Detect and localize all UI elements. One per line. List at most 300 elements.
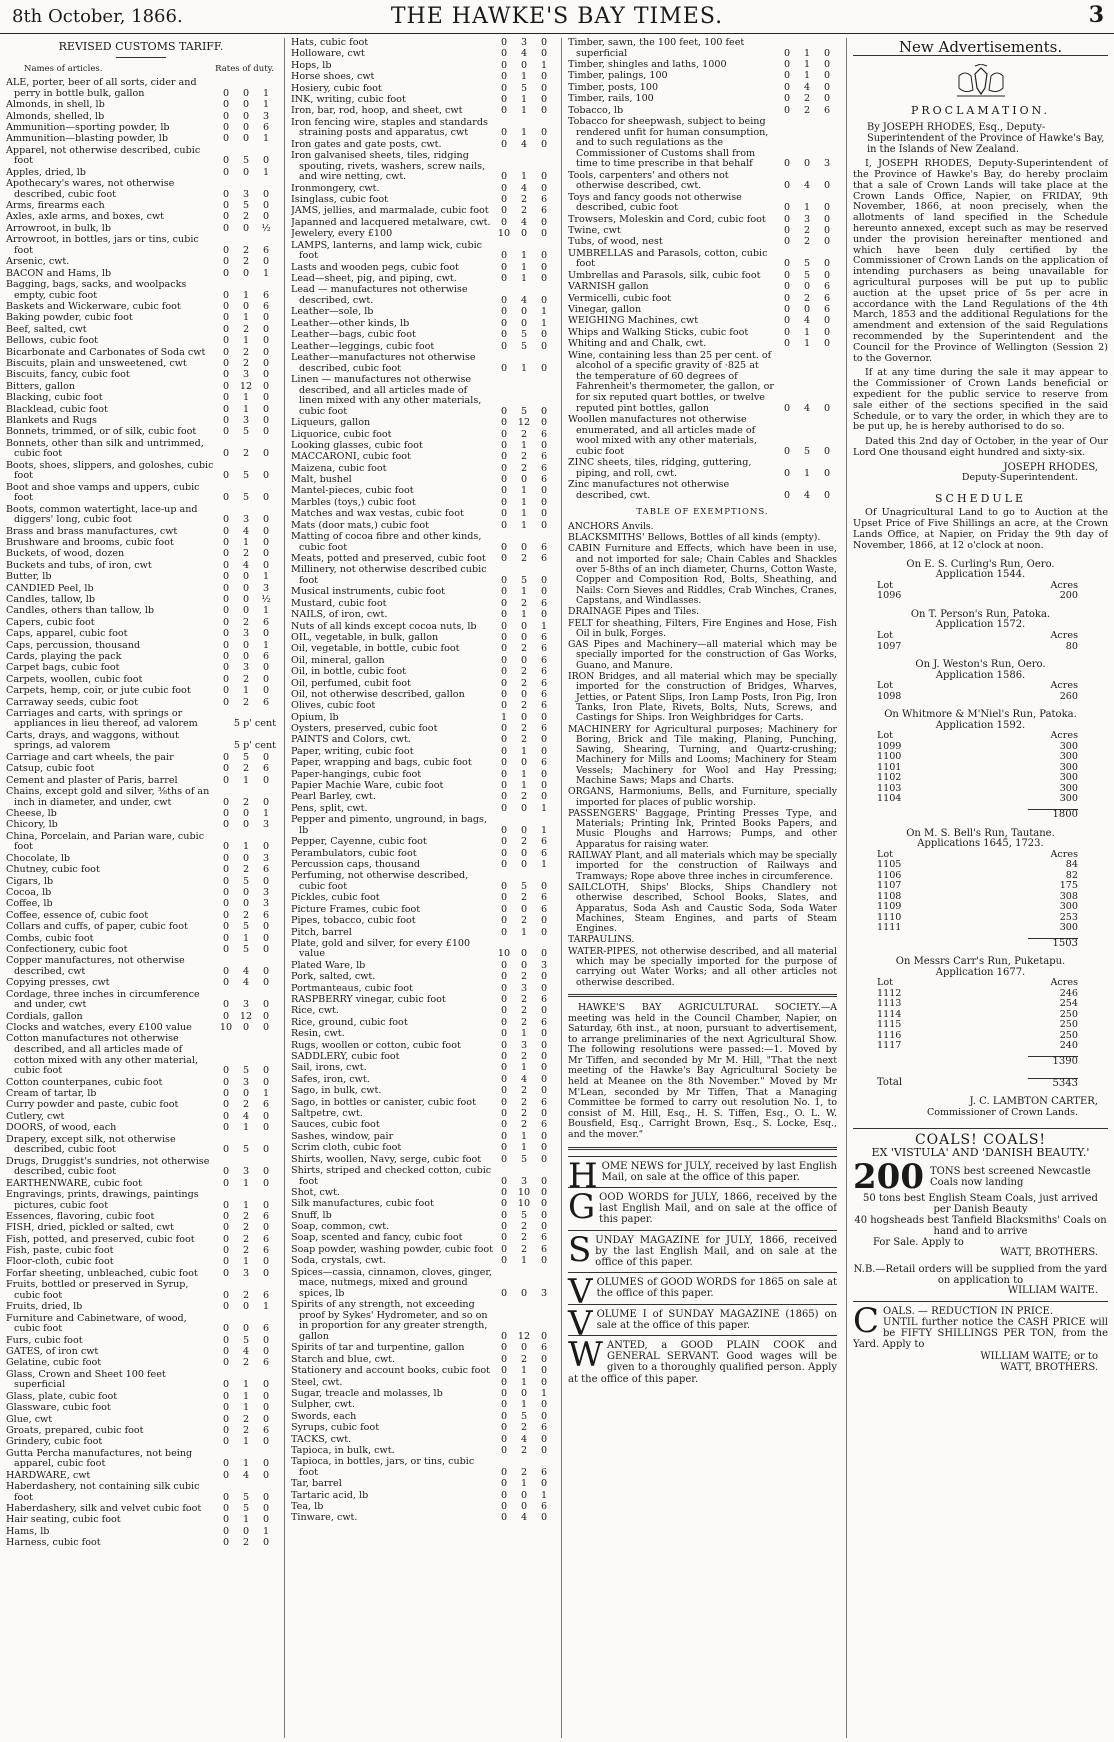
tariff-row [6, 731, 276, 752]
duty-pence: 1 [803, 202, 811, 214]
article-name: Cordials, gallon [6, 1011, 83, 1022]
article-name: SADDLERY, cubic foot [291, 1052, 400, 1062]
duty-farthings: 6 [823, 292, 831, 304]
article-name: Almonds, shelled, lb [6, 111, 105, 122]
duty-shillings: 0 [222, 403, 230, 415]
duty-rate [494, 1132, 554, 1143]
duty-rate [216, 854, 276, 865]
duty-shillings: 0 [222, 1110, 230, 1122]
duty-farthings: 1 [262, 1525, 270, 1537]
duty-shillings: 0 [500, 485, 508, 497]
lot-row [853, 794, 1108, 805]
duty-shillings: 0 [222, 875, 230, 887]
duty-pence: 0 [242, 87, 250, 99]
duty-rate [216, 382, 276, 393]
duty-pence: 4 [520, 1073, 528, 1085]
tariff-row [6, 1482, 276, 1503]
duty-rate [216, 820, 276, 831]
small-ad [568, 1230, 837, 1269]
duty-rate [494, 184, 554, 195]
duty-shillings: 0 [783, 202, 791, 214]
duty-pence: 0 [520, 1489, 528, 1501]
duty-rate [494, 1289, 554, 1300]
duty-pence: 1 [520, 171, 528, 183]
article-name: Paper-hangings, cubic foot [291, 769, 422, 780]
duty-pence: 1 [520, 250, 528, 262]
duty-rate [494, 430, 554, 441]
duty-shillings: 0 [500, 1433, 508, 1445]
article-name: Linen — manufactures not otherwise described, and all articles made of linen mixed with any other materials, cubic foot [291, 374, 482, 417]
lot-number: 1114 [877, 1008, 902, 1020]
duty-rate [494, 1343, 554, 1354]
tariff-row [6, 1235, 276, 1246]
article-name: MACCARONI, cubic foot [291, 452, 411, 463]
duty-rate [494, 690, 554, 701]
duty-shillings: 0 [222, 1267, 230, 1279]
duty-shillings: 0 [783, 445, 791, 457]
duty-shillings: 0 [222, 1413, 230, 1425]
acres-label: Acres [1050, 630, 1078, 642]
duty-farthings: 0 [540, 138, 548, 150]
tariff-row [291, 1389, 554, 1400]
duty-farthings: 1 [262, 133, 270, 145]
article-name: Catsup, cubic foot [6, 764, 95, 775]
dated-line: Dated this 2nd day of October, in the year of Our Lord One thousand eight hundred and sixty-six. [853, 436, 1108, 458]
tariff-row [291, 1300, 554, 1342]
duty-farthings: 0 [540, 780, 548, 792]
duty-shillings: 0 [500, 1342, 508, 1354]
duty-rate [494, 1412, 554, 1423]
run-application: Application 1677. [935, 966, 1026, 978]
article-name: Leather—other kinds, lb [291, 318, 410, 329]
duty-farthings: 1 [540, 858, 548, 870]
duty-pence: 5 [520, 1153, 528, 1165]
duty-pence: 3 [242, 369, 250, 381]
duty-rate [216, 652, 276, 663]
duty-farthings: 0 [540, 1330, 548, 1342]
article-name: Grindery, cubic foot [6, 1437, 103, 1448]
article-name: Essences, flavoring, cubic foot [6, 1211, 155, 1222]
duty-pence: 0 [520, 688, 528, 700]
tariff-row [291, 656, 554, 667]
tariff-row [6, 809, 276, 820]
duty-rate [216, 798, 276, 809]
lot-label: Lot [877, 848, 894, 860]
duty-farthings: 1 [262, 571, 270, 583]
duty-shillings: 0 [222, 685, 230, 697]
duty-rate [494, 554, 554, 565]
duty-pence: 5 [242, 1491, 250, 1503]
duty-farthings: 0 [540, 768, 548, 780]
duty-pence: 5 [520, 405, 528, 417]
duty-farthings: 0 [823, 180, 831, 192]
lot-label: Lot [877, 730, 894, 742]
duty-pence: 5 [242, 200, 250, 212]
duty-pence: 1 [520, 362, 528, 374]
duty-shillings: 0 [500, 1387, 508, 1399]
duty-shillings: 0 [500, 926, 508, 938]
article-name: UMBRELLAS and Parasols, cotton, cubic foot [568, 248, 768, 270]
lot-acres: 300 [1059, 793, 1078, 805]
duty-pence: 5 [520, 1410, 528, 1422]
duty-farthings: 0 [262, 323, 270, 335]
duty-farthings: 0 [823, 338, 831, 350]
duty-farthings: 0 [823, 269, 831, 281]
duty-shillings: 0 [222, 369, 230, 381]
article-name: Soap, scented and fancy, cubic foot [291, 1233, 463, 1244]
duty-pence: 4 [242, 1346, 250, 1357]
article-name: Gelatine, cubic foot [6, 1358, 102, 1369]
lot-number: 1103 [877, 782, 902, 794]
duty-farthings: 0 [540, 1005, 548, 1017]
tariff-row [291, 61, 554, 72]
article-name: Soap, common, cwt. [291, 1222, 390, 1233]
paper-title: THE HAWKE'S BAY TIMES. [390, 4, 724, 29]
tariff-row [6, 832, 276, 853]
duty-pence: 2 [242, 1245, 250, 1257]
article-name: Curry powder and paste, cubic foot [6, 1100, 179, 1111]
duty-shillings: 0 [222, 166, 230, 178]
article-name: Blankets and Rugs [6, 415, 97, 426]
duty-pence: 1 [242, 1379, 250, 1391]
article-name: Timber, rails, 100 [568, 94, 654, 105]
duty-shillings: 0 [500, 194, 508, 206]
article-name: Tea, lb [291, 1502, 324, 1513]
exemptions-list [568, 522, 837, 988]
tariff-row [6, 945, 276, 956]
tariff-row [568, 38, 837, 59]
article-name: Glassware, cubic foot [6, 1403, 111, 1414]
duty-pence: 1 [520, 1376, 528, 1388]
duty-pence: 2 [520, 734, 528, 746]
article-name: Apothecary's wares, not otherwise described, cubic foot [6, 179, 175, 200]
duty-shillings: 0 [222, 1357, 230, 1369]
duty-shillings: 0 [222, 1458, 230, 1470]
duty-pence: 2 [520, 700, 528, 712]
article-name: Ironmongery, cwt. [291, 183, 380, 194]
duty-pence: 3 [520, 38, 528, 48]
lot-row [853, 692, 1108, 703]
lot-number: 1105 [877, 859, 902, 871]
article-name: Tools, carpenters' and others not otherwise described, cwt. [568, 170, 729, 192]
tariff-row [6, 146, 276, 167]
tariff-row [291, 1400, 554, 1411]
run-total-value: 1390 [1028, 1056, 1078, 1068]
lot-acres: 300 [1059, 740, 1078, 752]
article-name: Furniture and Cabinetware, of wood, cubic foot [6, 1313, 187, 1335]
duty-rate [777, 71, 837, 82]
duty-rate [216, 156, 276, 167]
tariff-row [291, 1166, 554, 1187]
duty-pence: 4 [242, 559, 250, 571]
tariff-row [291, 441, 554, 452]
tariff-row [291, 1188, 554, 1199]
duty-shillings: 0 [500, 597, 508, 609]
duty-shillings: 0 [500, 317, 508, 329]
article-name: Copper manufactures, not otherwise described, cwt [6, 956, 185, 977]
duty-pence: 5 [242, 751, 250, 763]
duty-rate [494, 1256, 554, 1267]
duty-farthings: 0 [540, 915, 548, 927]
duty-farthings: 6 [540, 903, 548, 915]
duty-shillings: 0 [222, 628, 230, 640]
tariff-row [291, 679, 554, 690]
duty-shillings: 0 [222, 256, 230, 268]
duty-shillings: 0 [222, 1166, 230, 1178]
duty-rate [216, 945, 276, 956]
tariff-row [291, 622, 554, 633]
duty-pence: 1 [520, 127, 528, 139]
lot-number: 1109 [877, 901, 902, 913]
duty-shillings: 0 [500, 1489, 508, 1501]
duty-pence: 3 [242, 1076, 250, 1088]
duty-rate [494, 364, 554, 375]
duty-farthings: 6 [262, 650, 270, 662]
duty-rate [216, 698, 276, 709]
duty-rate [216, 1358, 276, 1369]
article-name: Candles, tallow, lb [6, 594, 96, 605]
duty-rate [216, 978, 276, 989]
article-name: FISH, dried, pickled or salted, cwt [6, 1223, 174, 1234]
reduction-text: UNTIL further notice the CASH PRICE will be FIFTY SHILLINGS PER TON, from the Yard. Apply to [853, 1316, 1108, 1351]
article-name: Meats, potted and preserved, cubic foot [291, 554, 486, 564]
article-name: Bicarbonate and Carbonates of Soda cwt [6, 347, 206, 358]
duty-rate [216, 549, 276, 560]
tariff-row [6, 1302, 276, 1313]
duty-farthings: 0 [540, 127, 548, 139]
duty-shillings: 0 [222, 133, 230, 145]
duty-farthings: 6 [540, 1096, 548, 1108]
duty-shillings: 0 [222, 1210, 230, 1222]
duty-rate [494, 464, 554, 475]
duty-farthings: 0 [262, 673, 270, 685]
lot-acres: 300 [1059, 761, 1078, 773]
tariff-row [6, 280, 276, 301]
tariff-row [6, 235, 276, 256]
article-name: Biscuits, fancy, cubic foot [6, 370, 130, 381]
tariff-row [6, 595, 276, 606]
duty-rate [494, 49, 554, 60]
duty-rate [494, 1389, 554, 1400]
duty-rate [216, 538, 276, 549]
duty-shillings: 0 [500, 1028, 508, 1040]
article-name: Fruits, dried, lb [6, 1302, 83, 1313]
duty-shillings: 0 [500, 127, 508, 139]
duty-farthings: 6 [540, 1119, 548, 1131]
tariff-row [291, 644, 554, 655]
tariff-row [291, 307, 554, 318]
duty-farthings: 1 [540, 1387, 548, 1399]
duty-shillings: 0 [222, 1256, 230, 1268]
tariff-row [568, 237, 837, 248]
duty-farthings: 1 [262, 87, 270, 99]
duty-shillings: 0 [222, 751, 230, 763]
duty-pence: 2 [520, 205, 528, 217]
duty-rate [216, 618, 276, 629]
duty-pence: 0 [242, 886, 250, 898]
duty-pence: 5 [520, 880, 528, 892]
tariff-row [6, 934, 276, 945]
article-name: Boots, shoes, slippers, and goloshes, cubic foot [6, 460, 214, 482]
duty-farthings: 6 [540, 1466, 548, 1478]
duty-rate [777, 215, 837, 226]
tariff-row [291, 95, 554, 106]
article-name: Caps, apparel, cubic foot [6, 629, 128, 640]
duty-rate [494, 521, 554, 532]
exemptions-title: TABLE OF EXEMPTIONS. [636, 507, 769, 518]
lot-number: 1097 [877, 640, 902, 652]
duty-shillings: 0 [222, 87, 230, 99]
article-name: Pickles, cubic foot [291, 893, 380, 904]
duty-shillings: 0 [222, 426, 230, 438]
duty-shillings: 0 [222, 1469, 230, 1481]
duty-pence: 1 [803, 58, 811, 70]
article-name: Portmanteaus, cubic foot [291, 983, 413, 994]
duty-farthings: 0 [540, 171, 548, 183]
duty-pence: 0 [520, 948, 528, 960]
article-name: Capers, cubic foot [6, 617, 95, 628]
duty-farthings: 6 [540, 194, 548, 206]
drop-cap: G [568, 1187, 596, 1228]
tariff-row [291, 49, 554, 60]
duty-farthings: 0 [540, 1444, 548, 1456]
duty-rate [216, 675, 276, 686]
duty-farthings: 0 [823, 213, 831, 225]
duty-rate [494, 407, 554, 418]
duty-rate [216, 427, 276, 438]
article-name: Carriage and cart wheels, the pair [6, 752, 174, 763]
duty-rate [494, 330, 554, 341]
duty-rate [494, 576, 554, 587]
article-name: Maizena, cubic foot [291, 463, 387, 474]
lot-acres: 80 [1065, 640, 1078, 652]
duty-shillings: 0 [222, 1436, 230, 1448]
article-name: Oil, vegetable, in bottle, cubic foot [291, 644, 460, 655]
tariff-row [291, 939, 554, 960]
article-name: Resin, cwt. [291, 1029, 345, 1040]
tariff-row [291, 1155, 554, 1166]
duty-pence: 3 [242, 999, 250, 1011]
schedule-heading: SCHEDULE [935, 491, 1026, 505]
lot-acres: 246 [1059, 987, 1078, 999]
duty-rate [494, 1366, 554, 1377]
duty-rate [216, 493, 276, 504]
duty-pence: 2 [520, 194, 528, 206]
duty-rate [216, 1437, 276, 1448]
duty-shillings: 0 [783, 104, 791, 116]
duty-pence: 3 [242, 628, 250, 640]
duty-pence: 3 [242, 188, 250, 200]
article-name: Groats, prepared, cubic foot [6, 1425, 144, 1436]
article-name: Scrim cloth, cubic foot [291, 1143, 402, 1154]
duty-rate [216, 967, 276, 978]
grand-total-value: 5343 [1028, 1078, 1078, 1090]
duty-farthings: 0 [823, 445, 831, 457]
duty-rate [494, 509, 554, 520]
duty-farthings: 3 [262, 110, 270, 122]
tariff-row [6, 1246, 276, 1257]
duty-rate [216, 291, 276, 302]
duty-shillings: 0 [222, 200, 230, 212]
tariff-row [291, 860, 554, 871]
duty-pence: 2 [242, 864, 250, 876]
duty-rate [494, 486, 554, 497]
duty-rate [777, 49, 837, 60]
duty-rate [216, 1212, 276, 1223]
duty-pence: 2 [242, 763, 250, 775]
run-name: On T. Person's Run, Patoka. [910, 608, 1051, 620]
duty-pence: 4 [242, 965, 250, 977]
article-name: DOORS, of wood, each [6, 1123, 117, 1134]
tariff-row [568, 71, 837, 82]
duty-rate [494, 172, 554, 183]
duty-pence: 5 [520, 574, 528, 586]
tariff-row [291, 1245, 554, 1256]
article-name: Isinglass, cubic foot [291, 195, 388, 206]
tariff-row [291, 84, 554, 95]
duty-farthings: ½ [261, 593, 271, 605]
tariff-row [6, 1527, 276, 1538]
duty-rate [216, 1257, 276, 1268]
duty-rate [216, 1347, 276, 1358]
tariff-row [291, 106, 554, 117]
tariff-row [291, 521, 554, 532]
article-name: CANDIED Peel, lb [6, 583, 94, 594]
tariff-row [568, 282, 837, 293]
article-name: Pitch, barrel [291, 927, 352, 938]
tariff-row [291, 241, 554, 262]
tariff-row [291, 1502, 554, 1513]
tariff-row [6, 1392, 276, 1403]
duty-rate [216, 842, 276, 853]
duty-shillings: 0 [500, 1376, 508, 1388]
duty-farthings: 6 [262, 301, 270, 313]
duty-pence: 1 [242, 1436, 250, 1448]
duty-farthings: 0 [540, 508, 548, 520]
new-advertisements-banner: New Advertisements. [853, 38, 1108, 56]
duty-farthings: 0 [262, 392, 270, 404]
lot-number: 1100 [877, 751, 902, 763]
duty-pence: 5 [520, 82, 528, 94]
duty-farthings: 6 [823, 304, 831, 315]
duty-farthings: 0 [262, 188, 270, 200]
duty-pence: 0 [242, 1323, 250, 1335]
article-name: Chutney, cubic foot [6, 865, 100, 876]
duty-pence: 0 [242, 898, 250, 910]
proclamation-body-2: If at any time during the sale it may appear to the Commissioner of Crown Lands beneficial or expedient for the public service to reserve from sale either of the sections specified in the said Schedule, or to vary the order, in which they are to be put up, he is hereby authorised to do so. [853, 367, 1108, 433]
tariff-row [291, 713, 554, 724]
duty-pence: 1 [803, 467, 811, 479]
article-name: Whiting and and Chalk, cwt. [568, 339, 707, 350]
duty-farthings: 3 [262, 852, 270, 864]
duty-rate [216, 257, 276, 268]
duty-farthings: 0 [823, 58, 831, 70]
duty-farthings: 0 [262, 1469, 270, 1481]
duty-shillings: 0 [222, 1424, 230, 1436]
divider [568, 994, 837, 997]
article-name: Sago, in bottles or canister, cubic foot [291, 1097, 476, 1108]
duty-farthings: 0 [262, 1402, 270, 1414]
tariff-row [6, 572, 276, 583]
article-name: JAMS, jellies, and marmalade, cubic foot [291, 206, 489, 217]
run-name: On J. Weston's Run, Oero. [915, 659, 1046, 671]
article-name: Hosiery, cubic foot [291, 83, 382, 94]
article-name: WEIGHING Machines, cwt [568, 316, 699, 327]
article-name: Pork, salted, cwt. [291, 972, 376, 983]
duty-pence: 0 [242, 99, 250, 111]
duty-farthings: 0 [262, 357, 270, 369]
duty-shillings: 0 [500, 700, 508, 712]
